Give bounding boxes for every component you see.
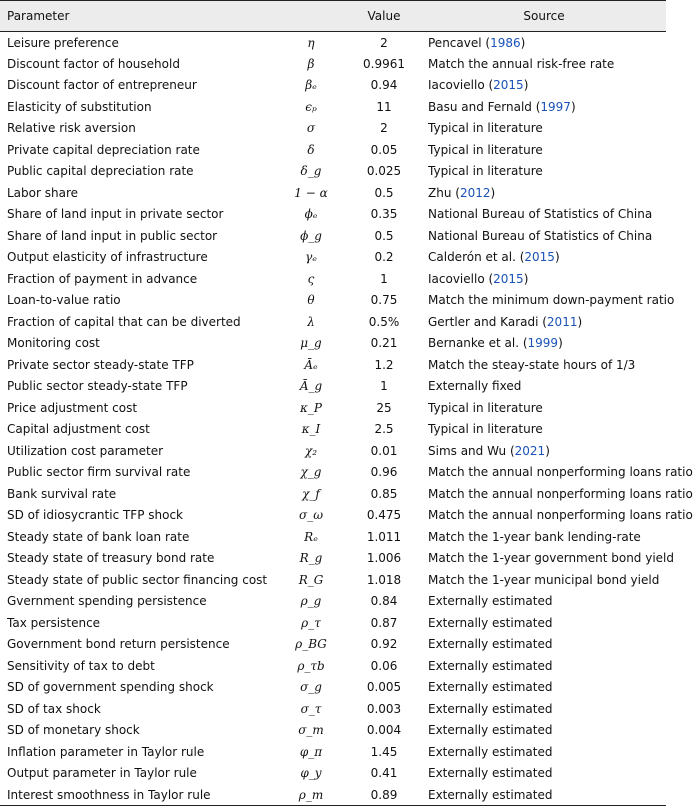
header-source: Source (422, 1, 666, 32)
header-value: Value (346, 1, 422, 32)
source-text: Typical in literature (428, 142, 543, 157)
source-text: Externally estimated (428, 744, 553, 759)
parameter-source (422, 182, 666, 204)
parameter-symbol: κ_P (300, 400, 322, 415)
parameter-symbol: χ_g (300, 465, 322, 480)
source-tail: ) (570, 99, 576, 114)
parameter-name: Government bond return persistence (7, 637, 230, 652)
parameter-name: Steady state of treasury bond rate (7, 551, 215, 566)
parameter-source (422, 591, 666, 613)
parameter-symbol: ρ_τ (301, 615, 321, 630)
parameter-name: Gvernment spending persistence (7, 594, 207, 609)
parameter-name: Bank survival rate (7, 486, 117, 501)
source-text: Iacoviello ( (428, 78, 494, 93)
table-row (0, 505, 666, 527)
parameter-name: Private capital depreciation rate (7, 142, 200, 157)
citation-year-link[interactable]: 2015 (493, 78, 524, 93)
parameter-source (422, 655, 666, 677)
parameter-name: SD of idiosycrantic TFP shock (7, 508, 184, 523)
table-row (0, 118, 666, 140)
parameter-symbol: σ_m (298, 723, 324, 738)
table-row (0, 397, 666, 419)
parameter-name: Output parameter in Taylor rule (7, 766, 197, 781)
table-row (0, 440, 666, 462)
citation-year-link[interactable]: 2012 (459, 185, 491, 200)
source-text: Match the annual nonperforming loans ratio (428, 486, 693, 501)
source-text: National Bureau of Statistics of China (428, 228, 653, 243)
parameter-value: 2 (380, 35, 388, 50)
table-row (0, 268, 666, 290)
source-tail: ) (490, 185, 496, 200)
source-text: Typical in literature (428, 400, 543, 415)
parameter-symbol: δ_g (300, 164, 322, 179)
parameter-value: 1 (380, 271, 388, 286)
parameter-source (422, 139, 666, 161)
header-parameter: Parameter (0, 1, 276, 32)
parameter-value: 0.5% (368, 314, 400, 329)
parameter-symbol: σ_τ (300, 701, 322, 716)
parameter-value: 0.84 (370, 594, 398, 609)
table-row (0, 376, 666, 398)
parameter-symbol: R_G (298, 572, 324, 587)
parameter-symbol: Āₑ (304, 357, 318, 372)
parameter-symbol: φ_y (300, 766, 322, 781)
table-row (0, 419, 666, 441)
table-row (0, 677, 666, 699)
table-row (0, 53, 666, 75)
parameter-symbol: ϕₑ (304, 207, 318, 222)
table-row (0, 139, 666, 161)
parameter-symbol: Ā_g (299, 379, 323, 394)
parameter-symbol: θ (307, 293, 315, 308)
table-row (0, 763, 666, 785)
parameter-source (422, 462, 693, 484)
source-tail: ) (558, 336, 563, 351)
parameter-source (422, 247, 666, 269)
citation-year-link[interactable]: 1997 (540, 99, 571, 114)
table-row (0, 225, 666, 247)
table-row (0, 612, 666, 634)
parameter-source (422, 96, 666, 118)
table-row (0, 96, 666, 118)
table-row (0, 354, 666, 376)
parameter-source (422, 483, 693, 505)
table-row (0, 720, 666, 742)
parameter-source (422, 204, 666, 226)
table-row (0, 32, 666, 54)
parameter-name: Share of land input in public sector (7, 228, 218, 243)
parameter-value: 1.018 (366, 572, 402, 587)
source-text: Typical in literature (428, 121, 543, 136)
source-text: Bernanke et al. ( (428, 336, 528, 351)
parameter-value: 0.41 (370, 766, 398, 781)
parameter-value: 0.01 (370, 443, 398, 458)
citation-year-link[interactable]: 2015 (493, 271, 524, 286)
parameter-value: 0.9961 (363, 56, 405, 71)
parameter-value: 0.75 (370, 293, 398, 308)
parameter-symbol: ρ_g (300, 594, 322, 609)
parameter-value: 1.45 (370, 744, 398, 759)
parameter-symbol: σ (306, 121, 316, 136)
parameter-value: 0.5 (374, 228, 394, 243)
parameter-value: 25 (376, 400, 392, 415)
parameter-source (422, 677, 666, 699)
parameter-name: Public sector steady-state TFP (7, 379, 188, 394)
parameter-value: 2.5 (374, 422, 394, 437)
parameter-symbol: χ_f (302, 486, 320, 501)
parameter-symbol: βₑ (305, 78, 317, 93)
parameter-source (422, 548, 675, 570)
parameter-value: 0.89 (346, 784, 422, 806)
parameter-source (422, 75, 666, 97)
parameter-symbol: ς (307, 271, 315, 286)
parameter-symbol: β (307, 56, 315, 71)
source-text: Typical in literature (428, 164, 543, 179)
parameter-symbol: ρ_m (276, 784, 346, 806)
parameter-name: Public sector firm survival rate (7, 465, 191, 480)
table-row (0, 311, 666, 333)
parameter-name: Steady state of bank loan rate (7, 529, 190, 544)
parameter-name: Public capital depreciation rate (7, 164, 194, 179)
parameter-source (422, 354, 666, 376)
parameter-name: Labor share (7, 185, 79, 200)
source-text: Typical in literature (428, 422, 543, 437)
parameter-name: Leisure preference (7, 35, 119, 50)
header-symbol (276, 1, 346, 32)
parameter-source (422, 741, 666, 763)
parameter-symbol: η (307, 35, 315, 50)
table-row (0, 462, 666, 484)
parameter-value: 0.06 (370, 658, 398, 673)
parameter-name: SD of monetary shock (7, 723, 140, 738)
parameter-source (422, 397, 666, 419)
table-row (0, 483, 666, 505)
parameter-source (422, 440, 666, 462)
parameter-source (422, 268, 666, 290)
parameter-value: 1.2 (374, 357, 394, 372)
parameter-source (422, 612, 666, 634)
table-row (0, 655, 666, 677)
parameter-source (422, 634, 666, 656)
parameter-name: SD of government spending shock (7, 680, 214, 695)
source-text: Externally estimated (428, 615, 553, 630)
parameter-value: 0.004 (366, 723, 402, 738)
parameter-value: 0.35 (370, 207, 398, 222)
citation-year-link[interactable]: 2015 (524, 250, 555, 265)
table-row (0, 634, 666, 656)
parameter-source (422, 53, 666, 75)
table-header-row (0, 1, 666, 32)
parameter-name: Utilization cost parameter (7, 443, 164, 458)
parameter-value: 0.025 (366, 164, 402, 179)
parameter-value: 0.94 (370, 78, 398, 93)
parameter-symbol: λ (307, 314, 315, 329)
parameter-symbol: Rₑ (304, 529, 318, 544)
parameter-source (422, 526, 666, 548)
table-row (0, 741, 666, 763)
source-text: Match the steay-state hours of 1/3 (428, 357, 636, 372)
parameter-source (422, 118, 666, 140)
parameter-name: Elasticity of substitution (7, 99, 152, 114)
parameter-source (422, 32, 666, 54)
source-text: Externally estimated (428, 701, 553, 716)
source-text: Zhu ( (428, 185, 460, 200)
source-text: Match the annual nonperforming loans ratio (428, 508, 693, 523)
parameter-source (422, 419, 666, 441)
table-row (0, 182, 666, 204)
parameter-source (422, 763, 666, 785)
parameter-name: Steady state of public sector financing cost (7, 572, 268, 587)
parameter-name: Inflation parameter in Taylor rule (7, 744, 205, 759)
parameter-source (422, 569, 666, 591)
table-row (0, 784, 666, 806)
table-row (0, 204, 666, 226)
parameter-symbol: ϕ_g (300, 228, 322, 243)
parameter-name: Fraction of payment in advance (7, 271, 198, 286)
parameter-source (422, 505, 693, 527)
table-row (0, 161, 666, 183)
parameter-value: 0.005 (366, 680, 402, 695)
table-row (0, 591, 666, 613)
parameter-symbol: χ₂ (304, 443, 318, 458)
table-row (0, 698, 666, 720)
parameter-name: SD of tax shock (7, 701, 101, 716)
parameter-value: 1 (380, 379, 388, 394)
source-text: Calderón et al. ( (428, 250, 525, 265)
source-text: Match the 1-year municipal bond yield (428, 572, 660, 587)
parameter-name: Interest smoothness in Taylor rule (0, 784, 276, 806)
source-text: Match the minimum down-payment ratio (428, 293, 675, 308)
parameter-name: Capital adjustment cost (7, 422, 150, 437)
parameter-source (422, 376, 666, 398)
parameter-source (422, 333, 666, 355)
parameter-symbol: δ (307, 142, 315, 157)
parameter-symbol: μ_g (300, 336, 322, 351)
table-row (0, 548, 666, 570)
parameter-source (422, 225, 666, 247)
parameter-name: Share of land input in private sector (7, 207, 224, 222)
table-row (0, 569, 666, 591)
source-text: Externally estimated (428, 594, 553, 609)
source-tail: ) (554, 250, 560, 265)
table-row (0, 247, 666, 269)
parameter-value: 0.2 (374, 250, 394, 265)
parameter-symbol: σ_g (300, 680, 322, 695)
parameter-symbol: σ_ω (299, 508, 323, 523)
parameter-name: Output elasticity of infrastructure (7, 250, 208, 265)
parameter-source (422, 161, 666, 183)
parameter-symbol: R_g (299, 551, 323, 566)
citation-year-link[interactable]: 2011 (546, 314, 578, 329)
source-text: Iacoviello ( (428, 271, 494, 286)
source-text: Externally estimated (428, 680, 553, 695)
parameter-name: Relative risk aversion (7, 121, 136, 136)
parameter-value: 0.003 (366, 701, 402, 716)
table-row (0, 290, 666, 312)
source-text: Externally estimated (428, 723, 553, 738)
parameter-name: Tax persistence (7, 615, 101, 630)
source-text: Externally estimated (428, 766, 553, 781)
parameter-value: 0.92 (370, 637, 398, 652)
source-text: Pencavel ( (428, 35, 491, 50)
source-text: Sims and Wu ( (428, 443, 515, 458)
parameter-source (422, 290, 675, 312)
citation-year-link[interactable]: 1986 (490, 35, 521, 50)
citation-year-link[interactable]: 2021 (514, 443, 546, 458)
parameter-source (422, 784, 666, 806)
source-text: Externally estimated (428, 637, 553, 652)
source-tail: ) (523, 271, 529, 286)
parameter-value: 0.05 (370, 142, 398, 157)
table-row (0, 526, 666, 548)
source-text: National Bureau of Statistics of China (428, 207, 653, 222)
parameter-name: Price adjustment cost (7, 400, 138, 415)
parameter-name: Private sector steady-state TFP (7, 357, 194, 372)
parameter-name: Monitoring cost (7, 336, 100, 351)
parameter-name: Loan-to-value ratio (7, 293, 121, 308)
parameter-value: 0.5 (374, 185, 394, 200)
source-text: Match the annual nonperforming loans ratio (428, 465, 693, 480)
parameter-name: Discount factor of entrepreneur (7, 78, 197, 93)
table-row (0, 333, 666, 355)
table-body (0, 32, 693, 806)
source-text: Match the 1-year bank lending-rate (428, 529, 641, 544)
parameter-value: 11 (376, 99, 392, 114)
source-text: Match the annual risk-free rate (428, 56, 615, 71)
parameter-source (422, 311, 666, 333)
parameter-value: 2 (380, 121, 388, 136)
parameter-value: 0.85 (370, 486, 398, 501)
parameter-source (422, 698, 666, 720)
parameter-name: Sensitivity of tax to debt (7, 658, 155, 673)
source-text: Externally estimated (428, 658, 553, 673)
source-text: Gertler and Karadi ( (428, 314, 547, 329)
citation-year-link[interactable]: 1999 (527, 336, 559, 351)
parameter-symbol: κ_I (301, 422, 321, 437)
source-tail: ) (577, 314, 583, 329)
source-text: Match the 1-year government bond yield (428, 551, 675, 566)
parameter-symbol: ρ_τb (297, 658, 325, 673)
parameter-symbol: ρ_BG (295, 637, 327, 652)
source-tail: ) (520, 35, 526, 50)
parameter-symbol: 1 − α (294, 185, 328, 200)
parameter-source (422, 720, 666, 742)
source-tail: ) (523, 78, 529, 93)
parameter-symbol: ϵₚ (305, 99, 317, 114)
parameter-value: 0.475 (366, 508, 402, 523)
parameter-value: 0.87 (370, 615, 398, 630)
parameter-name: Discount factor of household (7, 56, 180, 71)
parameter-value: 0.21 (370, 336, 398, 351)
parameter-symbol: φ_π (299, 744, 323, 759)
parameter-value: 1.011 (366, 529, 402, 544)
parameter-symbol: γₑ (305, 250, 317, 265)
source-text: Basu and Fernald ( (428, 99, 541, 114)
parameter-name: Fraction of capital that can be diverted (7, 314, 241, 329)
parameter-value: 1.006 (366, 551, 402, 566)
table-row (0, 75, 666, 97)
source-text: Externally fixed (428, 379, 522, 394)
parameter-value: 0.96 (370, 465, 398, 480)
source-text: Externally estimated (428, 787, 553, 802)
source-tail: ) (545, 443, 550, 458)
